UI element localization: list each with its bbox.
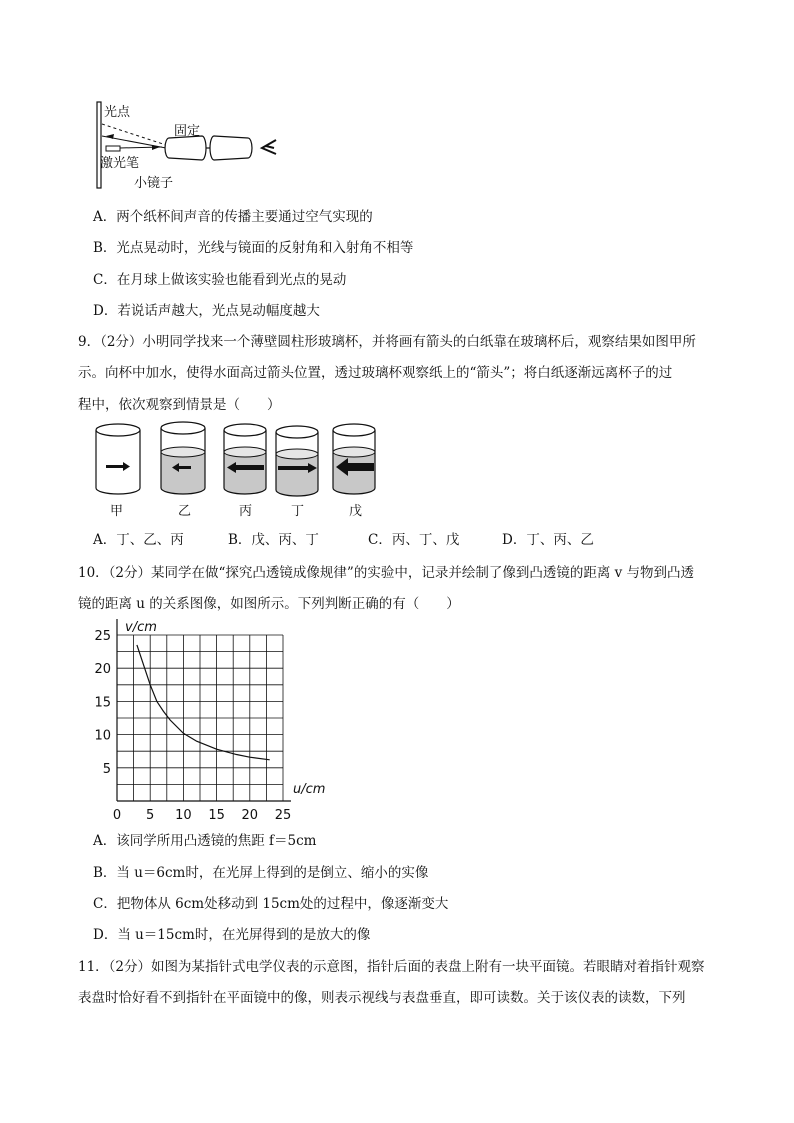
q9-option-d[interactable]: D．丁、丙、乙 (502, 532, 594, 548)
y-tick-label: 25 (94, 629, 111, 644)
y-tick-label: 20 (94, 662, 111, 678)
x-tick-label: 20 (241, 808, 259, 823)
paper-cup-left (169, 136, 206, 160)
cup-label-ding: 丁 (291, 504, 305, 519)
q9-stem-line3: 程中，依次观察到情景是（ ） (78, 397, 281, 413)
cup-label-wu: 戊 (349, 504, 363, 519)
y-tick-label: 15 (94, 695, 111, 711)
wall (97, 102, 101, 188)
q10-option-a[interactable]: A．该同学所用凸透镜的焦距 f＝5cm (93, 833, 317, 849)
q8-option-c[interactable]: C．在月球上做该实验也能看到光点的晃动 (93, 272, 347, 288)
x-tick-label: 10 (175, 808, 192, 823)
q8-option-a[interactable]: A．两个纸杯间声音的传播主要通过空气实现的 (93, 209, 373, 225)
cup-label-jia: 甲 (110, 504, 124, 519)
q8-option-d[interactable]: D．若说话声越大，光点晃动幅度越大 (93, 303, 320, 319)
cup-yi (161, 422, 205, 494)
cup-label-bing: 丙 (239, 504, 253, 519)
ray-arrowhead (106, 134, 114, 139)
q9-stem-line2: 示。向杯中加水，使得水面高过箭头位置，透过玻璃杯观察纸上的“箭头”；将白纸逐渐远离杯子的过 (78, 365, 673, 381)
mirror-label: 小镜子 (134, 176, 174, 191)
fixed-label: 固定 (174, 124, 201, 139)
v-u-graph (85, 615, 345, 825)
laser-pen (106, 146, 120, 151)
q9-option-b[interactable]: B．戊、丙、丁 (228, 532, 319, 548)
q9-option-a[interactable]: A．丁、乙、丙 (93, 532, 184, 548)
y-tick-label: 5 (102, 761, 111, 777)
q11-stem-line1: 11．（2分）如图为某指针式电学仪表的示意图，指针后面的表盘上附有一块平面镜。若眼睛对着指针观察 (78, 959, 705, 975)
q8-option-b[interactable]: B．光点晃动时，光线与镜面的反射角和入射角不相等 (93, 240, 414, 256)
cup-bing (224, 424, 266, 494)
q10-option-c[interactable]: C．把物体从 6cm处移动到 15cm处的过程中，像逐渐变大 (93, 896, 449, 912)
cup-jia (96, 424, 140, 494)
q10-stem-line2: 镜的距离 u 的关系图像，如图所示。下列判断正确的有（ ） (78, 596, 460, 612)
x-tick-label: 0 (112, 808, 122, 823)
y-axis-label: v/cm (125, 620, 157, 635)
x-tick-label: 25 (274, 808, 292, 823)
q10-stem-line1: 10．（2分）某同学在做“探究凸透镜成像规律”的实验中，记录并绘制了像到凸透镜的距离 v 与物到凸透 (78, 565, 695, 581)
q11-stem-line2: 表盘时恰好看不到指针在平面镜中的像，则表示视线与表盘垂直，即可读数。关于该仪表的读数，下列 (78, 990, 686, 1006)
light-spot-label: 光点 (104, 105, 131, 120)
x-tick-label: 5 (146, 808, 155, 823)
cup-wu (333, 424, 375, 494)
laser-pen-label: 激光笔 (100, 156, 140, 171)
cup-ding (276, 426, 318, 496)
q9-stem-line1: 9．（2分）小明同学找来一个薄壁圆柱形玻璃杯，并将画有箭头的白纸靠在玻璃杯后，观察结果如图甲所 (78, 334, 696, 350)
y-tick-label: 10 (94, 728, 111, 744)
q10-option-d[interactable]: D．当 u＝15cm时，在光屏得到的是放大的像 (93, 927, 371, 943)
speaker-mouth-icon (262, 140, 276, 154)
glass-cups-figure (90, 418, 390, 502)
x-tick-label: 15 (208, 808, 225, 823)
q9-option-c[interactable]: C．丙、丁、戊 (368, 532, 460, 548)
x-axis-label: u/cm (293, 782, 326, 797)
cup-label-yi: 乙 (178, 504, 192, 519)
paper-cup-right (214, 136, 252, 160)
q10-option-b[interactable]: B．当 u＝6cm时，在光屏上得到的是倒立、缩小的实像 (93, 865, 429, 881)
